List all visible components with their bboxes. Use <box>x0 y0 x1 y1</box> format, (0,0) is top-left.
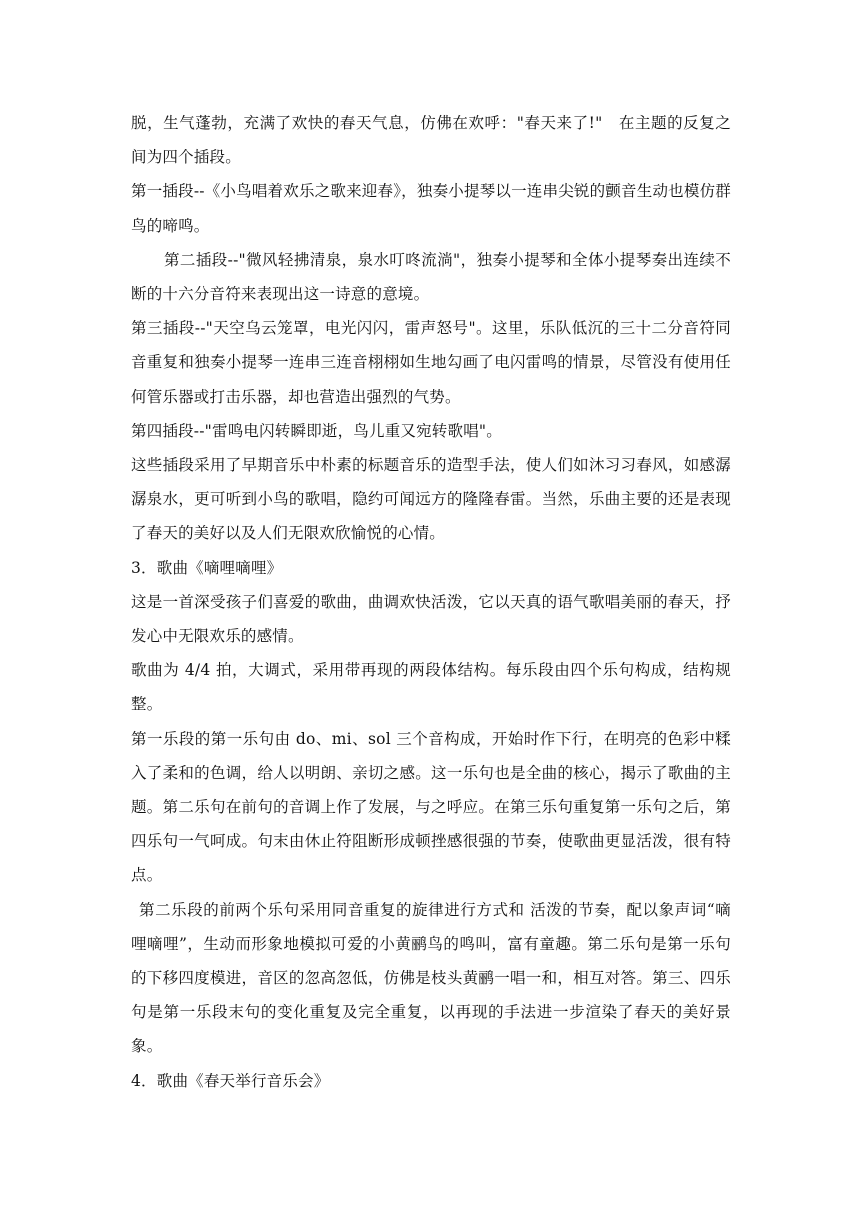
paragraph-episode-2: 第二插段--"微风轻拂清泉，泉水叮咚流淌"，独奏小提琴和全体小提琴奏出连续不断的十六分音符来表现出这一诗意的意境。 <box>131 250 731 304</box>
paragraph-episode-summary: 这些插段采用了早期音乐中朴素的标题音乐的造型手法，使人们如沐习习春风，如感潺潺泉水，更可听到小鸟的歌唱，隐约可闻远方的隆隆春雷。当然，乐曲主要的还是表现了春天的美好以及人们无限欢欣愉悦的心情。 <box>131 456 731 543</box>
paragraph-episode-4: 第四插段--"雷鸣电闪转瞬即逝，鸟儿重又宛转歌唱"。 <box>131 421 502 440</box>
document-body <box>131 106 731 1098</box>
paragraph-song-intro: 这是一首深受孩子们喜爱的歌曲，曲调欢快活泼，它以天真的语气歌唱美丽的春天，抒发心中无限欢乐的感情。 <box>131 592 731 646</box>
paragraph-episode-3: 第三插段--"天空乌云笼罩，电光闪闪，雷声怒号"。这里，乐队低沉的三十二分音符同音重复和独奏小提琴一连串三连音栩栩如生地勾画了电闪雷鸣的情景，尽管没有使用任何管乐器或打击乐器，却也营造出强烈的气势。 <box>131 319 731 406</box>
paragraph-spring-intro: 脱，生气蓬勃，充满了欢快的春天气息，仿佛在欢呼："春天来了!" 在主题的反复之间为四个插段。 <box>131 114 731 167</box>
paragraph-first-section: 第一乐段的第一乐句由 do、mi、sol 三个音构成，开始时作下行，在明亮的色彩中糅入了柔和的色调，给人以明朗、亲切之感。这一乐句也是全曲的核心，揭示了歌曲的主题。第二乐句在前句的音调上作了发展，与之呼应。在第三乐句重复第一乐句之后，第四乐句一气呵成。句末由休止符阻断形成顿挫感很强的节奏，使歌曲更显活泼，很有特点。 <box>131 729 731 885</box>
paragraph-song-structure: 歌曲为 4/4 拍，大调式，采用带再现的两段体结构。每乐段由四个乐句构成，结构规整。 <box>131 661 731 714</box>
paragraph-episode-1: 第一插段--《小鸟唱着欢乐之歌来迎春》，独奏小提琴以一连串尖锐的颤音生动也模仿群鸟的啼鸣。 <box>131 182 731 235</box>
section-heading-3: 3．歌曲《嘀哩嘀哩》 <box>131 558 283 577</box>
section-heading-4: 4．歌曲《春天举行音乐会》 <box>131 1071 330 1090</box>
paragraph-second-section: 第二乐段的前两个乐句采用同音重复的旋律进行方式和 活泼的节奏，配以象声词“嘀哩嘀哩”，生动而形象地模拟可爱的小黄鹂鸟的鸣叫，富有童趣。第二乐句是第一乐句的下移四度模进，音区的忽高忽低，仿佛是枝头黄鹂一唱一和，相互对答。第三、四乐句是第一乐段末句的变化重复及完全重复，以再现的手法进一步渲染了春天的美好景象。 <box>131 900 731 1056</box>
